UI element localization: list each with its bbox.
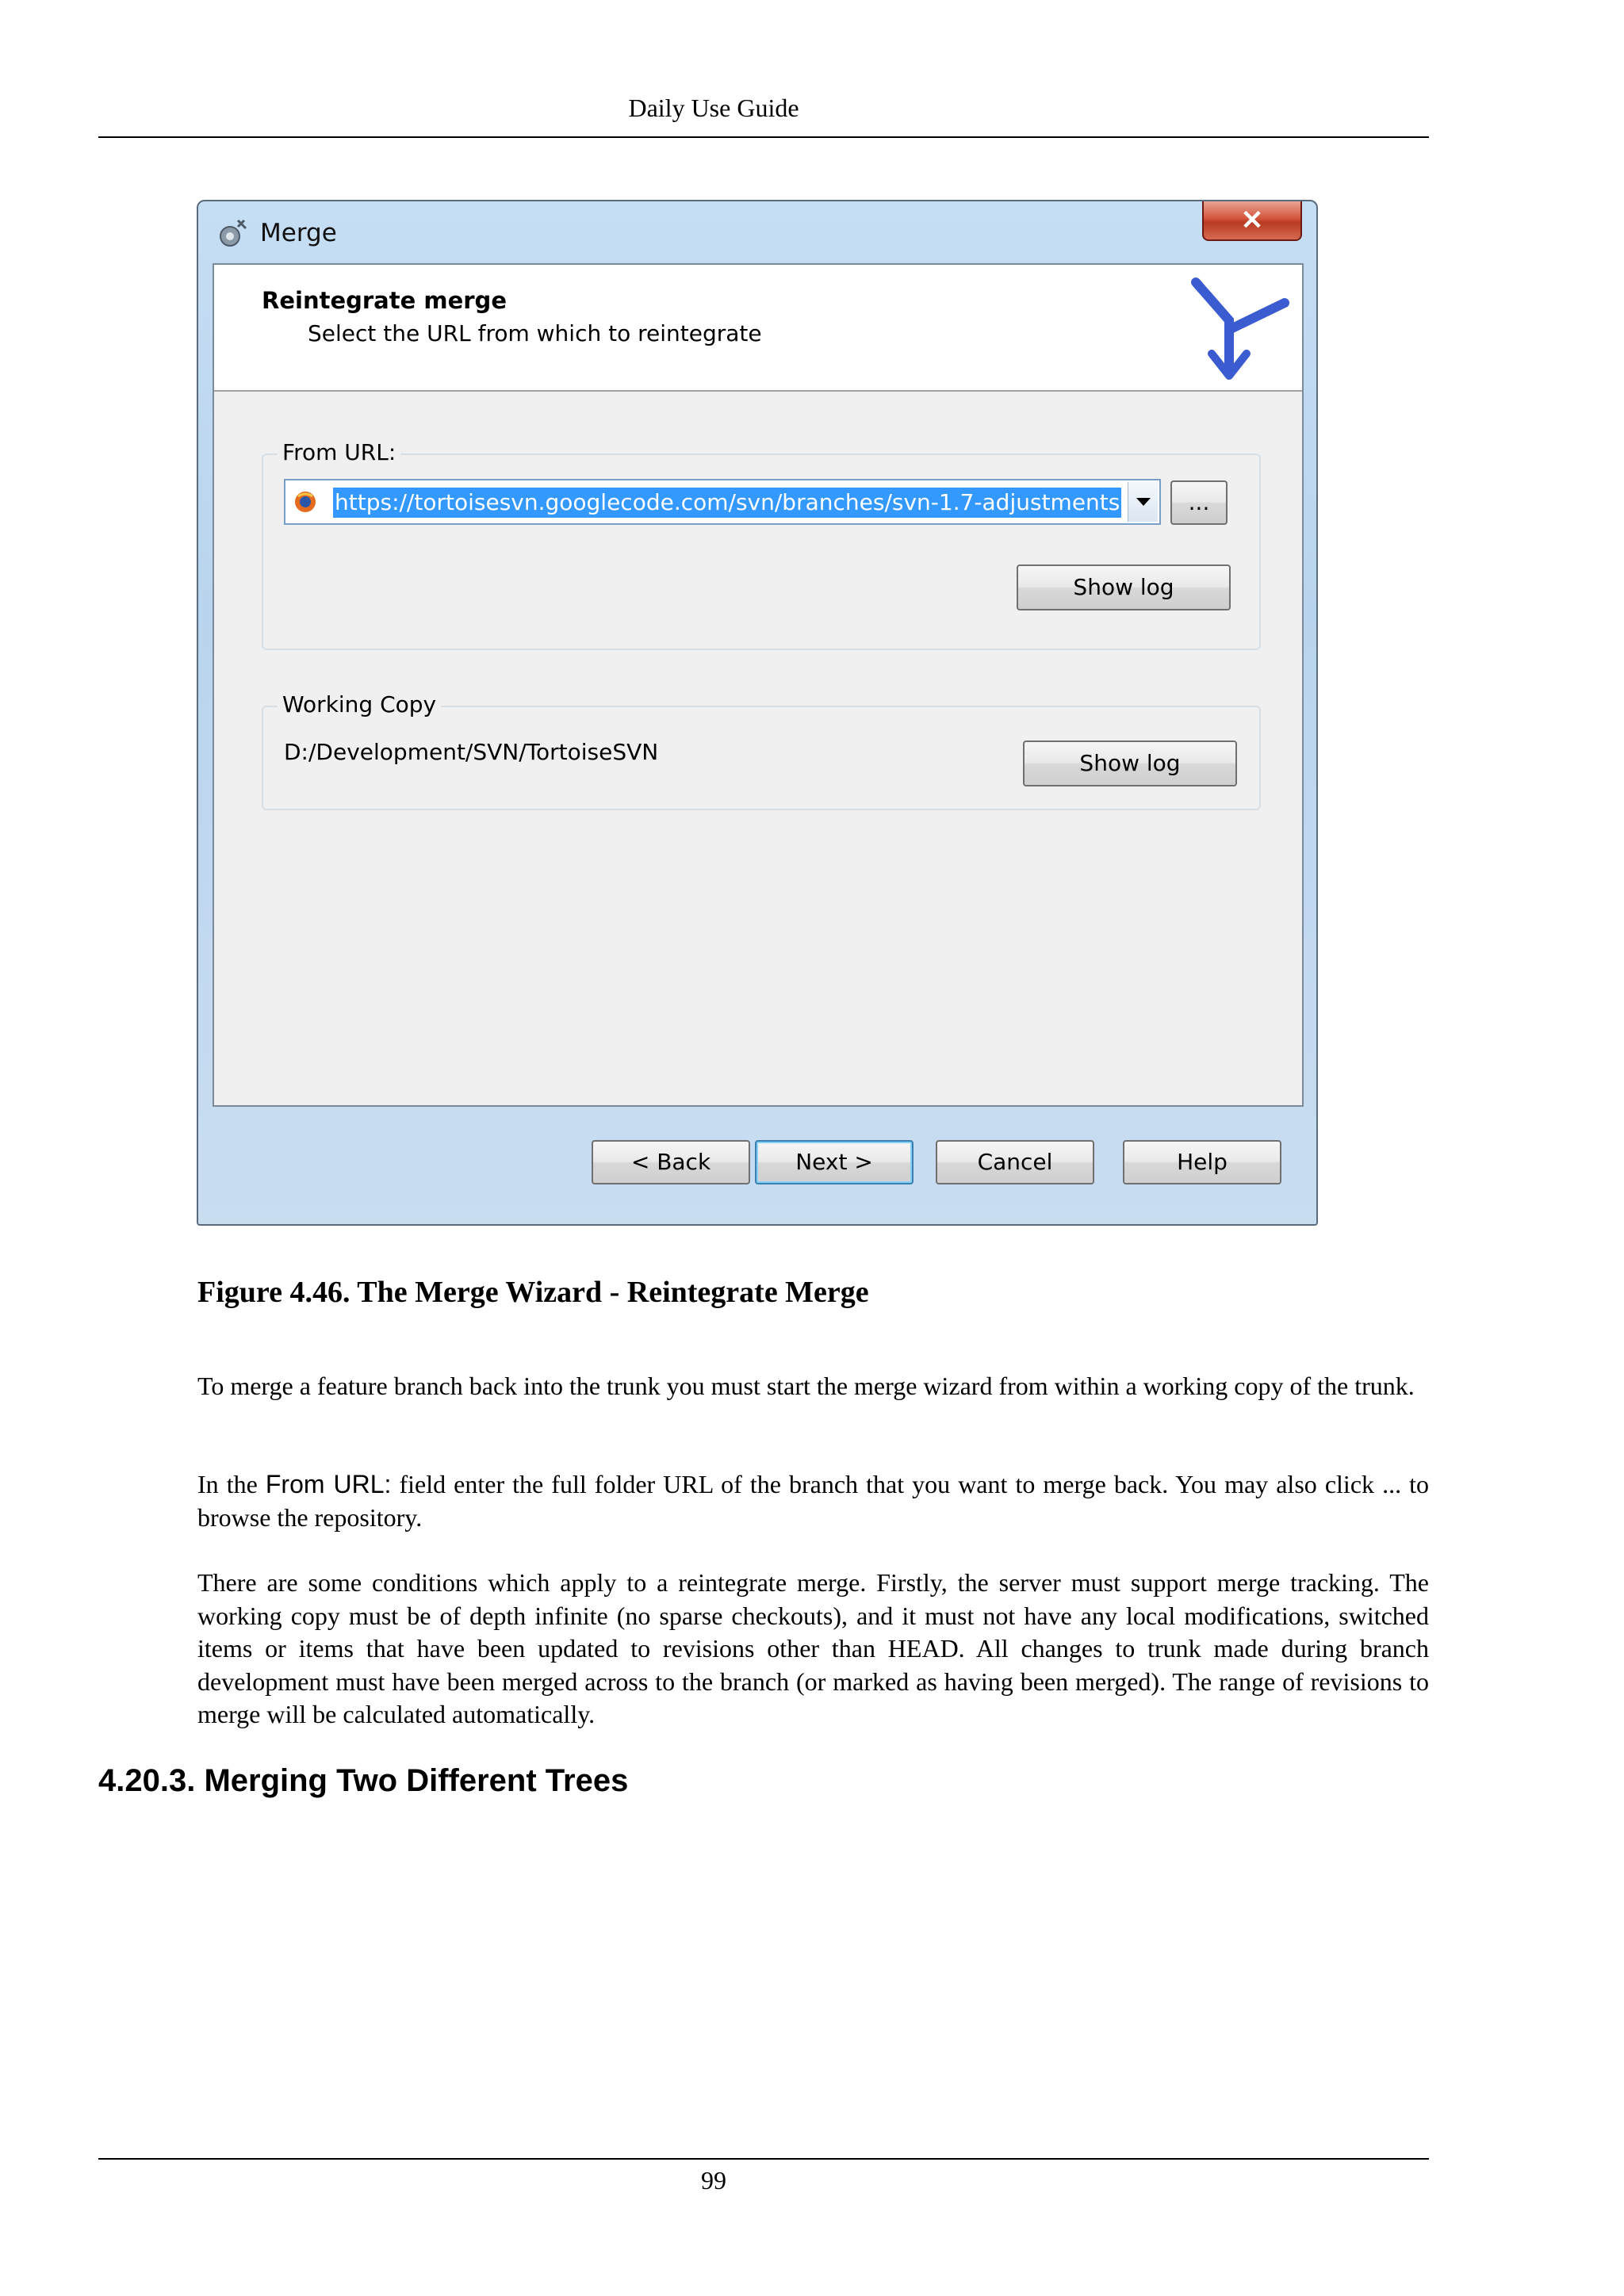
- wizard-title: Reintegrate merge: [262, 287, 507, 314]
- wizard-subtitle: Select the URL from which to reintegrate: [308, 320, 762, 346]
- from-url-label: From URL:: [278, 439, 400, 465]
- working-copy-group: [262, 691, 1261, 810]
- paragraph-2: [197, 1468, 1429, 1534]
- figure-caption: Figure 4.46. The Merge Wizard - Reintegrate Merge: [197, 1276, 869, 1309]
- paragraph-3: There are some conditions which apply to a reintegrate merge. Firstly, the server must support merge tracking. The working copy must be of depth infinite (no sparse checkouts), and it must not have any local modifications, switched items or items that have been updated to revisions other than HEAD. All changes to trunk made during branch development must have been merged across to the branch (or marked as having been merged). The range of revisions to merge will be calculated automatically.: [197, 1568, 1429, 1728]
- section-heading: 4.20.3. Merging Two Different Trees: [98, 1763, 629, 1798]
- help-button[interactable]: Help: [1123, 1140, 1281, 1184]
- paragraph-2-lead: In the: [197, 1470, 266, 1498]
- wizard-header: [214, 265, 1302, 392]
- page-header: Daily Use Guide: [628, 94, 799, 122]
- from-url-value[interactable]: https://tortoisesvn.googlecode.com/svn/branches/svn-1.7-adjustments: [333, 488, 1121, 518]
- working-copy-path: D:/Development/SVN/TortoiseSVN: [284, 739, 659, 765]
- header-rule: [98, 136, 1429, 138]
- merge-app-icon: [214, 216, 251, 252]
- wizard-client-area: [213, 263, 1304, 1107]
- titlebar: [198, 201, 1316, 263]
- page-number: 99: [701, 2166, 726, 2195]
- merge-dialog-screenshot: [197, 200, 1318, 1226]
- close-button[interactable]: ✕: [1202, 201, 1302, 241]
- paragraph-2-rest: field enter the full folder URL of the branch that you want to merge back. You may also click ... to browse the repository.: [197, 1470, 1430, 1532]
- browse-button[interactable]: ...: [1170, 480, 1228, 525]
- reintegrate-merge-icon: [1180, 271, 1296, 385]
- working-copy-label: Working Copy: [278, 691, 441, 718]
- from-url-term: From URL:: [265, 1470, 392, 1498]
- cancel-button[interactable]: Cancel: [936, 1140, 1094, 1184]
- back-button[interactable]: < Back: [592, 1140, 750, 1184]
- footer-rule: [98, 2158, 1429, 2160]
- url-show-log-button[interactable]: Show log: [1017, 564, 1231, 610]
- firefox-url-icon: [293, 490, 317, 514]
- from-url-group: [262, 439, 1261, 650]
- paragraph-1: To merge a feature branch back into the trunk you must start the merge wizard from within a working copy of the trunk.: [197, 1372, 1415, 1400]
- working-copy-show-log-button[interactable]: Show log: [1023, 740, 1237, 786]
- from-url-combobox[interactable]: [284, 479, 1161, 525]
- next-button[interactable]: Next >: [755, 1140, 914, 1184]
- dropdown-arrow-icon[interactable]: [1128, 482, 1158, 522]
- window-title: Merge: [260, 219, 337, 247]
